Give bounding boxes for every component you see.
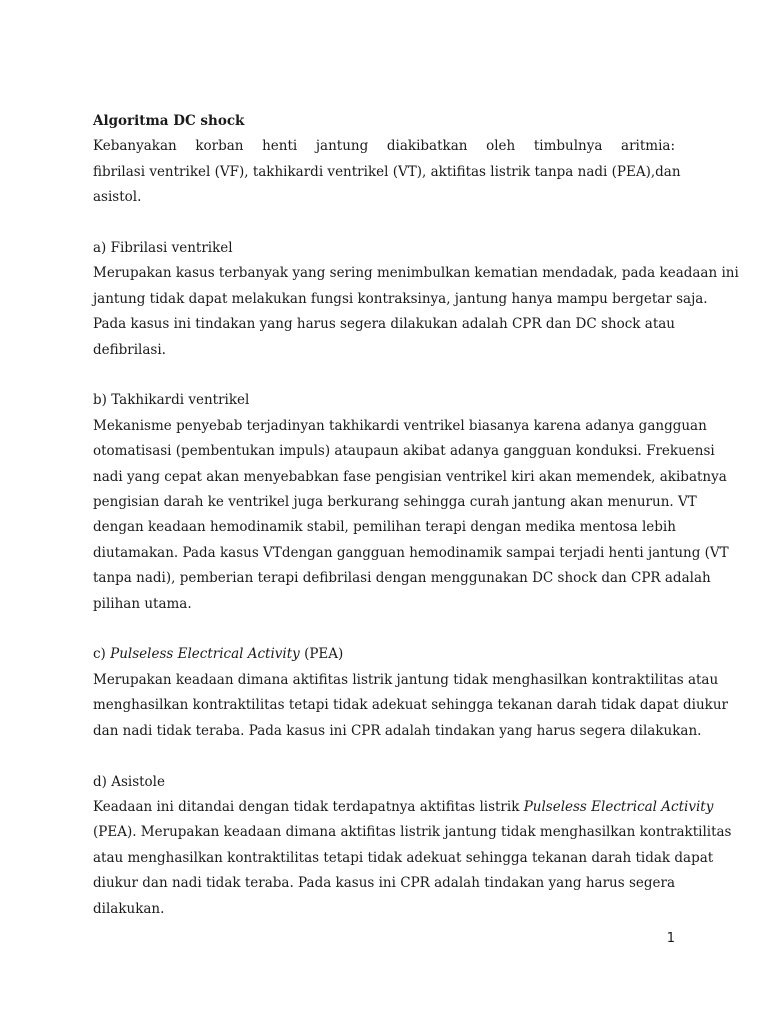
section-b-line-7: tanpa nadi), pemberian terapi defibrilasi dengan menggunakan DC shock dan CPR adalah bbox=[93, 570, 711, 587]
section-d-line-5: dilakukan. bbox=[93, 900, 165, 917]
section-b-heading: b) Takhikardi ventrikel bbox=[93, 392, 250, 409]
page-number: 1 bbox=[666, 931, 675, 946]
section-b-line-4: pengisian darah ke ventrikel juga berkurang sehingga curah jantung akan menurun. VT bbox=[93, 494, 697, 511]
section-b-line-2: otomatisasi (pembentukan impuls) ataupaun akibat adanya gangguan konduksi. Frekuensi bbox=[93, 443, 715, 460]
section-c-heading-suffix: (PEA) bbox=[299, 646, 344, 663]
section-c-heading bbox=[93, 642, 675, 667]
section-b-line-3: nadi yang cepat akan menyebabkan fase pengisian ventrikel kiri akan memendek, akibatnya bbox=[93, 468, 727, 485]
section-c-line-1: Merupakan keadaan dimana aktifitas listrik jantung tidak menghasilkan kontraktilitas atau bbox=[93, 671, 719, 688]
section-d-line-1-prefix: Keadaan ini ditandai dengan tidak terdapatnya aktifitas listrik bbox=[93, 798, 524, 815]
section-b-line-8: pilihan utama. bbox=[93, 595, 192, 612]
section-c-heading-prefix: c) bbox=[93, 646, 111, 663]
section-a-line-3: Pada kasus ini tindakan yang harus segera dilakukan adalah CPR dan DC shock atau bbox=[93, 316, 675, 333]
paragraph-gap bbox=[93, 617, 675, 642]
section-d-heading: d) Asistole bbox=[93, 773, 165, 790]
section-d-line-1 bbox=[93, 795, 714, 820]
section-c-heading-italic: Pulseless Electrical Activity bbox=[110, 646, 300, 663]
paragraph-gap bbox=[93, 363, 675, 388]
section-d-line-3: atau menghasilkan kontraktilitas tetapi tidak adekuat sehingga tekanan darah tidak dapat bbox=[93, 849, 714, 866]
intro-line-2: fibrilasi ventrikel (VF), takhikardi ventrikel (VT), aktifitas listrik tanpa nadi (PEA),dan bbox=[93, 163, 681, 180]
section-d-line-1-italic: Pulseless Electrical Activity bbox=[523, 798, 714, 815]
section-d-line-2: (PEA). Merupakan keadaan dimana aktifitas listrik jantung tidak menghasilkan kontraktilitas bbox=[93, 824, 732, 841]
section-a-heading: a) Fibrilasi ventrikel bbox=[93, 240, 233, 257]
section-b-line-1: Mekanisme penyebab terjadinyan takhikardi ventrikel biasanya karena adanya gangguan bbox=[93, 417, 707, 434]
section-b-line-5: dengan keadaan hemodinamik stabil, pemilihan terapi dengan medika mentosa lebih bbox=[93, 519, 676, 536]
document-title: Algoritma DC shock bbox=[93, 113, 245, 129]
section-a-line-4: defibrilasi. bbox=[93, 341, 166, 358]
section-c-line-3: dan nadi tidak teraba. Pada kasus ini CPR adalah tindakan yang harus segera dilakukan. bbox=[93, 722, 702, 739]
section-c-line-2: menghasilkan kontraktilitas tetapi tidak adekuat sehingga tekanan darah tidak dapat diukur bbox=[93, 697, 728, 714]
intro-line-3: asistol. bbox=[93, 189, 142, 206]
section-a-line-2: jantung tidak dapat melakukan fungsi kontraksinya, jantung hanya mampu bergetar saja. bbox=[93, 290, 708, 307]
section-a-line-1: Merupakan kasus terbanyak yang sering menimbulkan kematian mendadak, pada keadaan ini bbox=[93, 265, 739, 282]
intro-line-1: Kebanyakan korban henti jantung diakibatkan oleh timbulnya aritmia: bbox=[93, 138, 675, 155]
paragraph-gap bbox=[93, 744, 675, 769]
paragraph-gap bbox=[93, 211, 675, 236]
section-d-line-4: diukur dan nadi tidak teraba. Pada kasus ini CPR adalah tindakan yang harus segera bbox=[93, 875, 676, 892]
section-b-line-6: diutamakan. Pada kasus VTdengan gangguan hemodinamik sampai terjadi henti jantung (VT bbox=[93, 544, 729, 561]
document-page bbox=[93, 109, 739, 922]
